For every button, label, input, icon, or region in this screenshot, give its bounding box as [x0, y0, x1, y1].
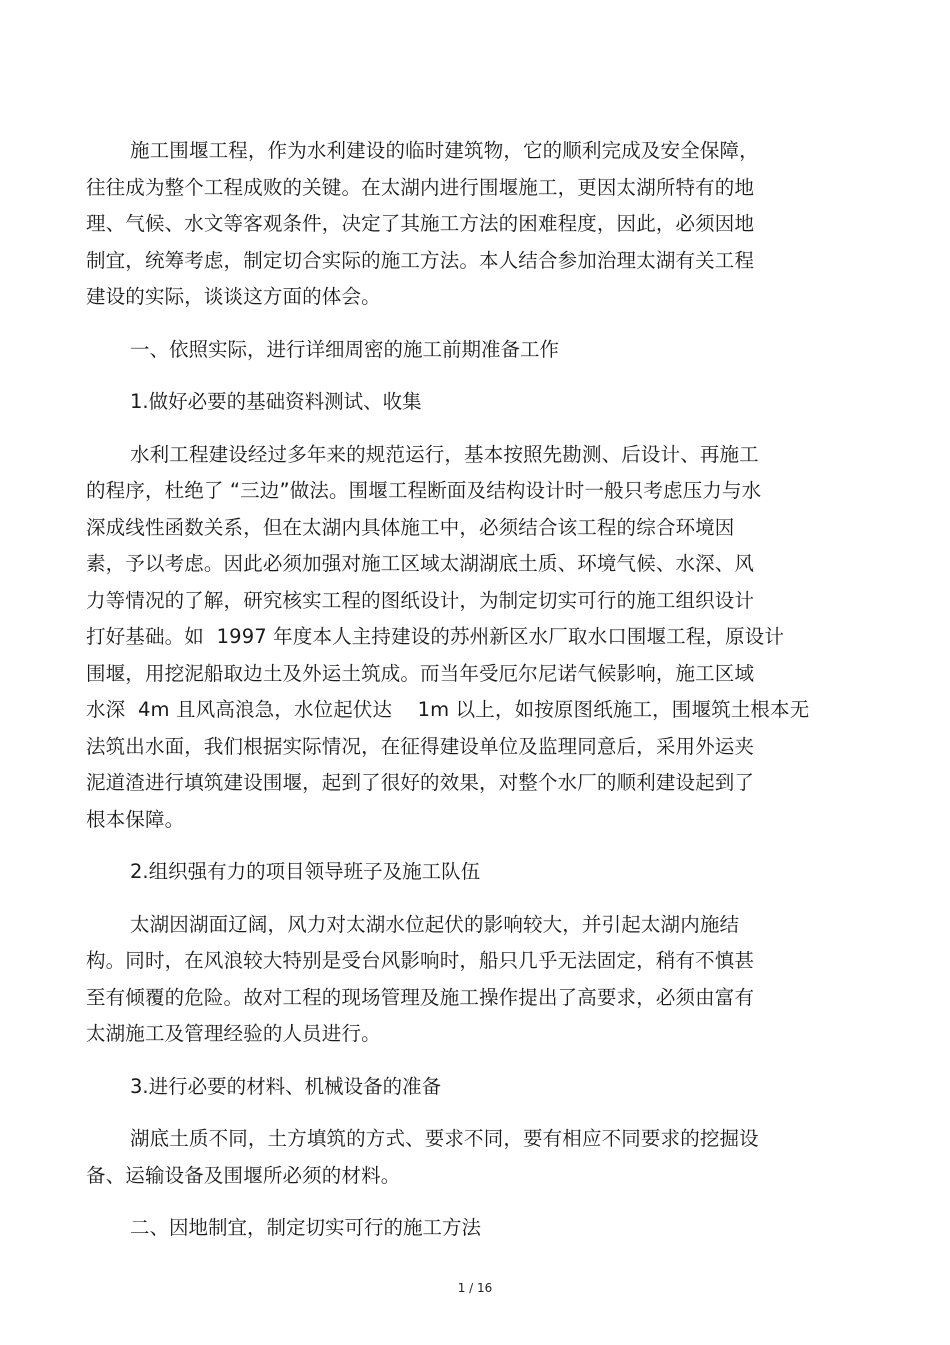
text-line: 的程序，杜绝了 “三边”做法。围堰工程断面及结构设计时一般只考虑压力与水	[86, 479, 762, 502]
text-line: 根本保障。	[86, 807, 185, 831]
text-line: 素，予以考虑。因此必须加强对施工区域太湖湖底土质、环境气候、水深、风	[86, 552, 755, 575]
text-line: 水深 4m 且风高浪急，水位起伏达 1m 以上，如按原图纸施工，围堰筑土根本无	[86, 698, 810, 721]
subsection-heading-1-3: 3.进行必要的材料、机械设备的准备	[130, 1074, 442, 1098]
text-line: 太湖因湖面辽阔，风力对太湖水位起伏的影响较大，并引起太湖内施结	[130, 912, 740, 936]
text-line: 泥道渣进行填筑建设围堰，起到了很好的效果，对整个水厂的顺利建设起到了	[86, 771, 755, 794]
paragraph-equipment	[86, 1121, 846, 1194]
subsection-heading-1-1: 1.做好必要的基础资料测试、收集	[130, 390, 422, 413]
paragraph-data-collection	[86, 437, 846, 839]
text-line: 深成线性函数关系，但在太湖内具体施工中，必须结合该工程的综合环境因	[86, 515, 735, 539]
paragraph-intro	[86, 133, 846, 316]
paragraph-team	[86, 907, 846, 1053]
text-line: 构。同时，在风浪较大特别是受台风影响时，船只几乎无法固定，稍有不慎甚	[86, 949, 755, 972]
text-line: 理、气候、水文等客观条件，决定了其施工方法的困难程度，因此，必须因地	[86, 212, 755, 235]
page-number: 1 / 16	[457, 1281, 493, 1295]
section-heading-1: 一、依照实际，进行详细周密的施工前期准备工作	[130, 337, 560, 361]
text-line: 备、运输设备及围堰所必须的材料。	[86, 1163, 401, 1187]
text-line: 围堰，用挖泥船取边土及外运土筑成。而当年受厄尔尼诺气候影响，施工区域	[86, 661, 755, 685]
text-line: 法筑出水面，我们根据实际情况，在征得建设单位及监理同意后，采用外运夹	[86, 734, 755, 758]
text-line: 打好基础。如 1997 年度本人主持建设的苏州新区水厂取水口围堰工程，原设计	[86, 625, 785, 648]
text-line: 施工围堰工程，作为水利建设的临时建筑物，它的顺利完成及安全保障，	[130, 139, 759, 162]
section-heading-2: 二、因地制宜，制定切实可行的施工方法	[130, 1216, 482, 1239]
text-line: 往往成为整个工程成败的关键。在太湖内进行围堰施工，更因太湖所特有的地	[86, 175, 755, 199]
text-line: 太湖施工及管理经验的人员进行。	[86, 1022, 381, 1045]
text-line: 至有倾覆的危险。故对工程的现场管理及施工操作提出了高要求，必须由富有	[86, 985, 755, 1009]
text-line: 制宜，统筹考虑，制定切合实际的施工方法。本人结合参加治理太湖有关工程	[86, 248, 755, 272]
text-line: 水利工程建设经过多年来的规范运行，基本按照先勘测、后设计、再施工	[130, 442, 759, 466]
text-line: 湖底土质不同，土方填筑的方式、要求不同，要有相应不同要求的挖掘设	[130, 1127, 759, 1150]
subsection-heading-1-2: 2.组织强有力的项目领导班子及施工队伍	[130, 860, 481, 883]
text-line: 建设的实际，谈谈这方面的体会。	[86, 285, 381, 308]
text-line: 力等情况的了解，研究核实工程的图纸设计，为制定切实可行的施工组织设计	[86, 588, 755, 612]
document-body	[86, 133, 846, 1247]
